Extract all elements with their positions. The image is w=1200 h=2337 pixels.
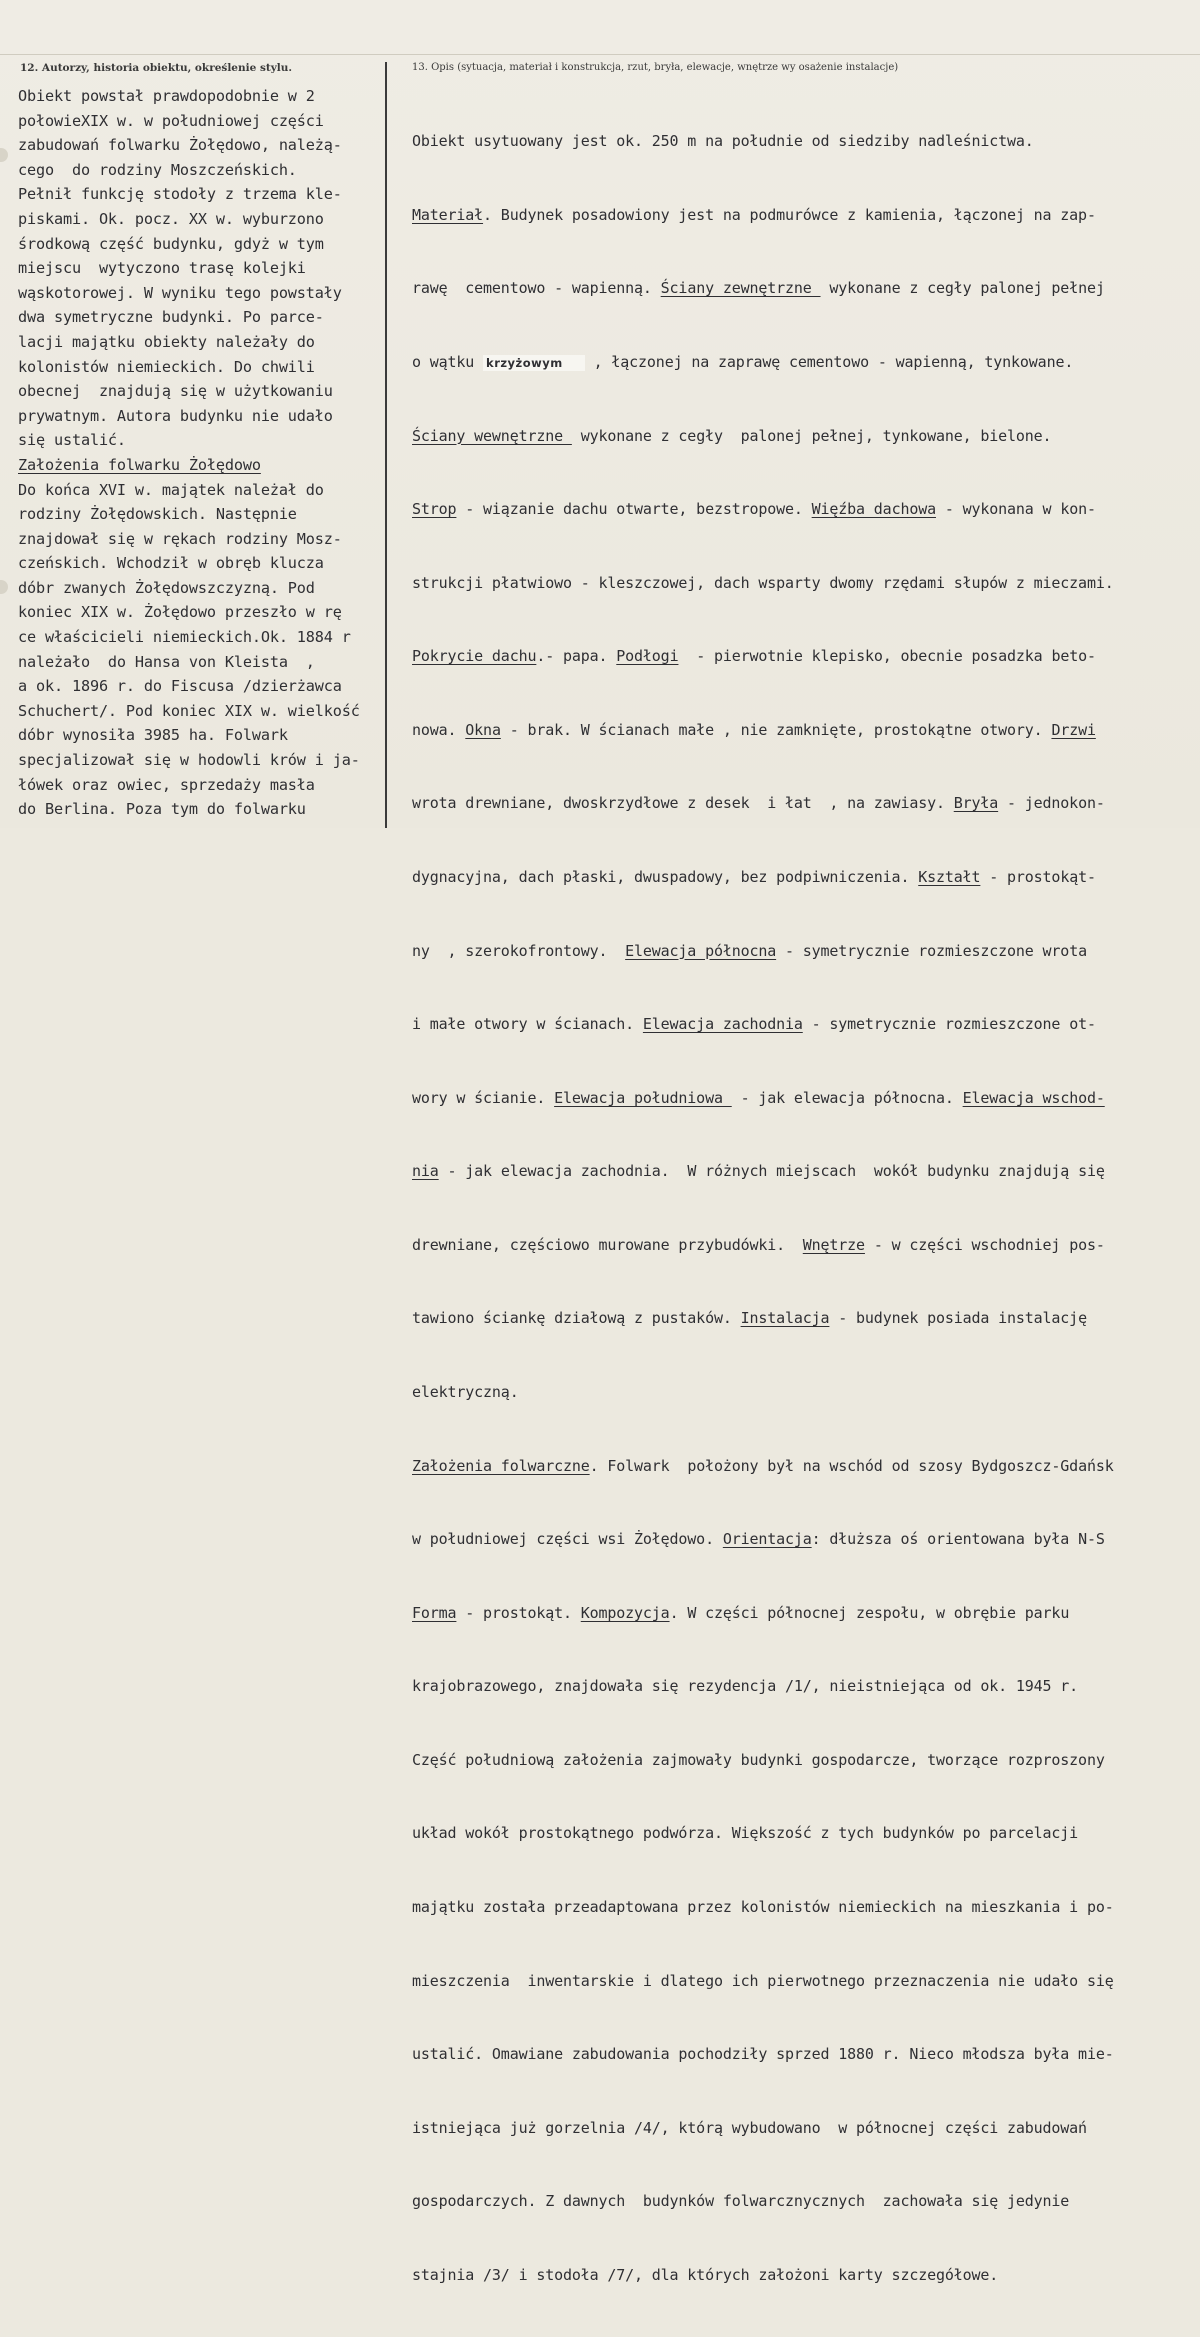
underlined-term: Kształt: [918, 867, 981, 886]
text-line: [412, 1601, 1197, 1625]
text-run: Część południową założenia zajmowały budynki gospodarcze, tworzące rozproszony: [412, 1750, 1105, 1769]
text-line: miejscu wytyczono trasę kolejki: [18, 259, 306, 278]
underlined-term: Okna: [465, 720, 501, 739]
text-run: - wykonana w kon-: [935, 500, 1096, 519]
text-run: - pierwotnie klepisko, obecnie posadzka beto-: [678, 647, 1096, 666]
text-line: [412, 1895, 1197, 1919]
underlined-term: Założenia folwarczne: [412, 1456, 590, 1475]
text-line: kolonistów niemieckich. Do chwili: [18, 357, 315, 376]
text-run: - jak elewacja zachodnia. W różnych miejscach wokół budynku znajdują się: [438, 1162, 1105, 1181]
column-divider: [385, 62, 387, 828]
text-line: [412, 2189, 1197, 2213]
punch-hole: [0, 148, 8, 162]
text-run: - budynek posiada instalację: [829, 1309, 1087, 1328]
text-line: dóbr wynosiła 3985 ha. Folwark: [18, 726, 288, 745]
underlined-term: Więźba dachowa: [811, 500, 936, 519]
text-line: [412, 1380, 1197, 1404]
text-run: istniejąca już gorzelnia /4/, którą wybudowano w północnej części zabudowań: [412, 2118, 1087, 2137]
text-line: lacji majątku obiekty należały do: [18, 332, 315, 351]
text-run: - prostokąt-: [980, 867, 1096, 886]
text-line: środkową część budynku, gdyż w tym: [18, 234, 324, 253]
text-line: dwa symetryczne budynki. Po parce-: [18, 308, 324, 327]
section-12-header: 12. Autorzy, historia obiektu, określenie stylu.: [20, 62, 293, 74]
text-line: rodziny Żołędowskich. Następnie: [18, 505, 297, 524]
text-run: wrota drewniane, dwoskrzydłowe z desek i łat , na zawiasy.: [412, 794, 954, 813]
text-line: zabudowań folwarku Żołędowo, należą-: [18, 136, 342, 155]
text-line: [412, 1086, 1197, 1110]
text-line: [412, 1159, 1197, 1183]
text-run: dygnacyjna, dach płaski, dwuspadowy, bez podpiwniczenia.: [412, 867, 919, 886]
text-run: . Folwark położony był na wschód od szosy Bydgoszcz-Gdańsk: [589, 1456, 1114, 1475]
text-line: należało do Hansa von Kleista ,: [18, 652, 315, 671]
text-line: łówek oraz owiec, sprzedaży masła: [18, 775, 315, 794]
underlined-term: Wnętrze: [802, 1235, 865, 1254]
text-run: tawiono ściankę działową z pustaków.: [412, 1309, 741, 1328]
text-run: układ wokół prostokątnego podwórza. Większość z tych budynków po parcelacji: [412, 1824, 1079, 1843]
text-run: , łączonej na zaprawę cementowo - wapienną, tynkowane.: [584, 352, 1074, 371]
text-line: Schuchert/. Pod koniec XIX w. wielkość: [18, 701, 360, 720]
text-line: [412, 1012, 1197, 1036]
underlined-term: Elewacja zachodnia: [642, 1015, 803, 1034]
text-line: [412, 1306, 1197, 1330]
text-line: [412, 350, 1197, 374]
text-line: piskami. Ok. pocz. XX w. wyburzono: [18, 209, 324, 228]
text-run: mieszczenia inwentarskie i dlatego ich pierwotnego przeznaczenia nie udało się: [412, 1971, 1114, 1990]
text-line: [412, 129, 1197, 153]
text-line: [412, 2116, 1197, 2140]
text-line: Obiekt powstał prawdopodobnie w 2: [18, 87, 315, 105]
text-line: obecnej znajdują się w użytkowaniu: [18, 382, 333, 401]
underlined-term: Strop: [412, 500, 457, 519]
text-line: do Berlina. Poza tym do folwarku: [18, 800, 306, 819]
text-run: Obiekt usytuowany jest ok. 250 m na południe od siedziby nadleśnictwa.: [412, 132, 1034, 151]
text-run: krajobrazowego, znajdowała się rezydencja /1/, nieistniejąca od ok. 1945 r.: [412, 1677, 1079, 1696]
text-line: [412, 276, 1197, 300]
text-line: się ustalić.: [18, 431, 126, 450]
section-13-header: 13. Opis (sytuacja, materiał i konstrukcja, rzut, bryła, elewacje, wnętrze wy osażenie instalacje): [412, 62, 899, 73]
header-rule: [0, 54, 1200, 55]
text-line: połowieXIX w. w południowej części: [18, 111, 324, 130]
text-line: specjalizował się w hodowli krów i ja-: [18, 751, 360, 770]
text-run: i małe otwory w ścianach.: [412, 1015, 643, 1034]
text-run: w południowej części wsi Żołędowo.: [412, 1530, 723, 1549]
text-line: [412, 571, 1197, 595]
text-line: [412, 644, 1197, 668]
punch-hole: [0, 580, 8, 594]
text-run: wykonane z cegły palonej pełnej, tynkowane, bielone.: [571, 426, 1052, 445]
text-run: . Budynek posadowiony jest na podmurówce z kamienia, łączonej na zap-: [483, 205, 1096, 224]
text-line: [412, 939, 1197, 963]
history-column: [18, 84, 380, 822]
text-line: a ok. 1896 r. do Fiscusa /dzierżawca: [18, 677, 342, 696]
text-line: prywatnym. Autora budynku nie udało: [18, 406, 333, 425]
text-run: wykonane z cegły palonej pełnej: [820, 279, 1105, 298]
text-run: gospodarczych. Z dawnych budynków folwarcznycznych zachowała się jedynie: [412, 2192, 1070, 2211]
underlined-term: nia: [412, 1162, 439, 1181]
text-line: Do końca XVI w. majątek należał do: [18, 480, 324, 499]
text-run: : dłuższa oś orientowana była N-S: [811, 1530, 1105, 1549]
text-line: koniec XIX w. Żołędowo przeszło w rę: [18, 603, 342, 622]
underlined-term: Elewacja północna: [625, 941, 777, 960]
text-run: elektryczną.: [412, 1383, 519, 1402]
text-line: Założenia folwarku Żołędowo: [18, 455, 261, 474]
text-line: [412, 2042, 1197, 2066]
text-line: Pełnił funkcję stodoły z trzema kle-: [18, 185, 342, 204]
text-run: stajnia /3/ i stodoła /7/, dla których założoni karty szczegółowe.: [412, 2265, 999, 2284]
text-line: [412, 1969, 1197, 1993]
underlined-term: Forma: [412, 1603, 457, 1622]
underlined-term: Drzwi: [1051, 720, 1096, 739]
text-run: o wątku: [412, 352, 484, 371]
underlined-term: Elewacja wschod-: [962, 1088, 1105, 1107]
text-run: . W części północnej zespołu, w obrębie parku: [669, 1603, 1070, 1622]
underlined-term: Kompozycja: [580, 1603, 670, 1622]
underlined-term: Materiał: [412, 205, 484, 224]
text-run: majątku została przeadaptowana przez kolonistów niemieckich na mieszkania i po-: [412, 1898, 1114, 1917]
text-run: - jak elewacja północna.: [731, 1088, 963, 1107]
text-line: [412, 1454, 1197, 1478]
text-line: [412, 791, 1197, 815]
text-run: - w części wschodniej pos-: [864, 1235, 1105, 1254]
text-line: cego do rodziny Moszczeńskich.: [18, 160, 297, 179]
text-run: nowa.: [412, 720, 466, 739]
text-line: dóbr zwanych Żołędowszczyzną. Pod: [18, 578, 315, 597]
underlined-term: Ściany wewnętrzne: [412, 426, 572, 445]
text-line: [412, 424, 1197, 448]
text-run: - symetrycznie rozmieszczone ot-: [802, 1015, 1096, 1034]
text-run: - symetrycznie rozmieszczone wrota: [776, 941, 1087, 960]
text-run: - wiązanie dachu otwarte, bezstropowe.: [456, 500, 812, 519]
text-line: [412, 1527, 1197, 1551]
text-run: rawę cementowo - wapienną.: [412, 279, 661, 298]
text-line: [412, 1233, 1197, 1257]
underlined-term: Bryła: [953, 794, 999, 813]
text-line: [412, 1674, 1197, 1698]
underlined-term: Orientacja: [722, 1530, 812, 1549]
text-run: - jednokon-: [998, 794, 1105, 813]
text-line: [412, 718, 1197, 742]
underlined-term: Instalacja: [740, 1309, 830, 1328]
text-run: - brak. W ścianach małe , nie zamknięte, prostokątne otwory.: [500, 720, 1052, 739]
text-line: ce właścicieli niemieckich.Ok. 1884 r: [18, 628, 351, 647]
text-line: czeńskich. Wchodził w obręb klucza: [18, 554, 324, 573]
underlined-term: Pokrycie dachu: [412, 647, 537, 666]
description-column: [412, 80, 1197, 2337]
text-run: strukcji płatwiowo - kleszczowej, dach wsparty dwomy rzędami słupów z mieczami.: [412, 573, 1114, 592]
text-line: [412, 1821, 1197, 1845]
text-line: [412, 865, 1197, 889]
text-run: ustalić. Omawiane zabudowania pochodziły sprzed 1880 r. Nieco młodsza była mie-: [412, 2045, 1114, 2064]
text-line: [412, 497, 1197, 521]
text-run: ny , szerokofrontowy.: [412, 941, 626, 960]
underlined-term: Ściany zewnętrzne: [660, 279, 821, 298]
text-line: znajdował się w rękach rodziny Mosz-: [18, 529, 342, 548]
text-run: wory w ścianie.: [412, 1088, 555, 1107]
text-line: wąskotorowej. W wyniku tego powstały: [18, 283, 342, 302]
text-line: [412, 1748, 1197, 1772]
handwritten-insert: krzyżowym: [483, 355, 585, 371]
text-line: [412, 203, 1197, 227]
text-run: .- papa.: [536, 647, 617, 666]
text-run: - prostokąt.: [456, 1603, 581, 1622]
text-line: [412, 2263, 1197, 2287]
underlined-term: Podłogi: [616, 647, 679, 666]
text-run: drewniane, częściowo murowane przybudówki.: [412, 1235, 803, 1254]
underlined-term: Elewacja południowa: [554, 1088, 732, 1107]
